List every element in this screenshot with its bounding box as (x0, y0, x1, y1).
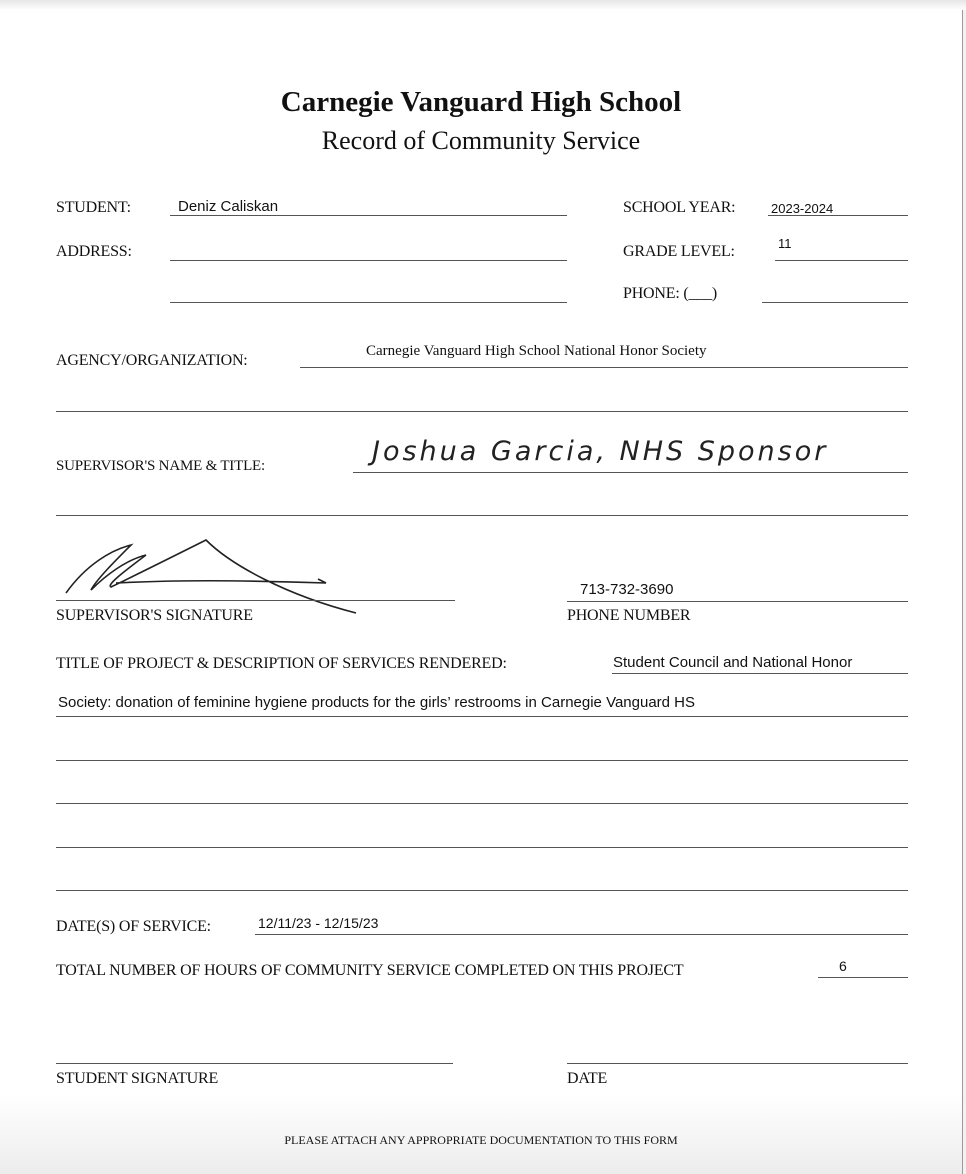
school-year-line (768, 215, 908, 216)
dates-value[interactable]: 12/11/23 - 12/15/23 (258, 915, 379, 931)
supervisor-signature-line (56, 600, 455, 601)
school-year-value[interactable]: 2023-2024 (771, 201, 834, 216)
phone-line[interactable] (762, 302, 908, 303)
viewer-top-edge (0, 0, 966, 10)
student-line (170, 215, 567, 216)
project-underline-5[interactable] (56, 847, 908, 848)
form-title: Record of Community Service (321, 126, 641, 155)
grade-label: GRADE LEVEL: (623, 243, 735, 260)
hours-label: TOTAL NUMBER OF HOURS OF COMMUNITY SERVICE COMPLETED ON THIS PROJECT (56, 962, 684, 979)
agency-line (300, 367, 908, 368)
address-line-1[interactable] (170, 260, 567, 261)
supervisor-line-2 (56, 515, 908, 516)
supervisor-signature-image (56, 535, 396, 615)
agency-label: AGENCY/ORGANIZATION: (56, 352, 248, 369)
grade-value[interactable]: 11 (778, 236, 792, 251)
address-line-2[interactable] (170, 302, 567, 303)
hours-value[interactable]: 6 (839, 958, 847, 974)
school-year-label: SCHOOL YEAR: (623, 199, 736, 216)
supervisor-signature-label: SUPERVISOR'S SIGNATURE (56, 607, 253, 624)
project-underline-4[interactable] (56, 803, 908, 804)
school-name: Carnegie Vanguard High School (280, 86, 682, 118)
address-label: ADDRESS: (56, 243, 132, 260)
project-line-1[interactable]: Student Council and National Honor (613, 654, 853, 671)
agency-value[interactable]: Carnegie Vanguard High School National Honor Society (366, 343, 707, 359)
dates-label: DATE(S) OF SERVICE: (56, 918, 211, 935)
project-line-2[interactable]: Society: donation of feminine hygiene products for the girls’ restrooms in Carnegie Vanguard HS (58, 694, 696, 711)
supervisor-phone-line (567, 601, 908, 602)
student-value[interactable]: Deniz Caliskan (178, 198, 279, 215)
hours-line (818, 977, 908, 978)
phone-number-label: PHONE NUMBER (567, 607, 691, 624)
date-label: DATE (567, 1070, 608, 1087)
supervisor-label: SUPERVISOR'S NAME & TITLE: (56, 458, 265, 474)
student-signature-line[interactable] (56, 1063, 453, 1064)
footer-note: PLEASE ATTACH ANY APPROPRIATE DOCUMENTATION TO THIS FORM (284, 1133, 678, 1147)
project-underline-1 (612, 673, 908, 674)
project-label: TITLE OF PROJECT & DESCRIPTION OF SERVICES RENDERED: (56, 655, 507, 672)
supervisor-phone-value[interactable]: 713-732-3690 (580, 581, 674, 598)
phone-label: PHONE: (___) (623, 285, 718, 302)
agency-line-2 (56, 411, 908, 412)
project-underline-6[interactable] (56, 890, 908, 891)
date-line[interactable] (567, 1063, 908, 1064)
supervisor-handwritten-name[interactable]: Joshua Garcia, NHS Sponsor (372, 436, 829, 467)
project-underline-3[interactable] (56, 760, 908, 761)
student-signature-label: STUDENT SIGNATURE (56, 1070, 219, 1087)
student-label: STUDENT: (56, 199, 131, 216)
supervisor-line (353, 472, 908, 473)
dates-line (255, 934, 908, 935)
grade-line (775, 260, 908, 261)
project-underline-2 (56, 716, 908, 717)
